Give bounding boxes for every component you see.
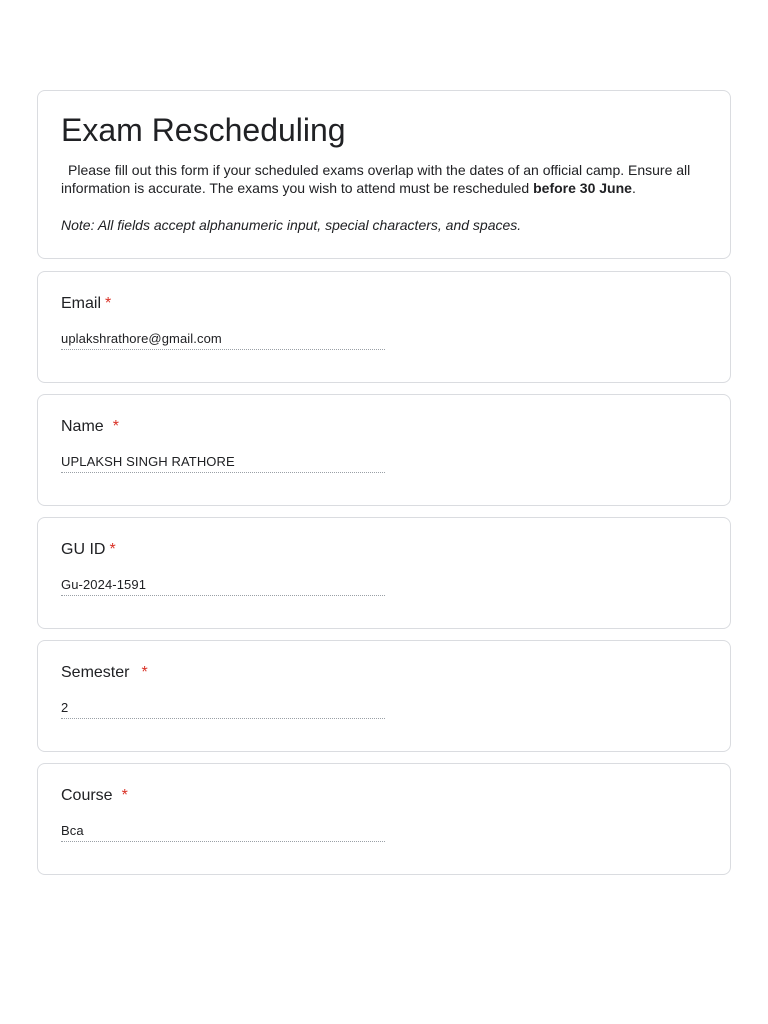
name-field[interactable]: UPLAKSH SINGH RATHORE	[61, 454, 385, 473]
form-description-text: Please fill out this form if your scheduled exams overlap with the dates of an official camp. Ensure all information is accurate. The exams you wish to attend must be rescheduled	[61, 162, 691, 196]
form-description-end: .	[631, 180, 636, 196]
question-course	[37, 763, 731, 875]
form-note: Note: All fields accept alphanumeric input, special characters, and spaces.	[61, 217, 522, 233]
question-label	[61, 294, 111, 314]
required-asterisk: *	[112, 418, 119, 435]
course-field[interactable]: Bca	[61, 823, 385, 842]
gu-id-label: GU ID	[61, 541, 106, 558]
form-header-card	[37, 90, 731, 259]
question-gu-id	[37, 517, 731, 629]
form-description-deadline: before 30 June	[533, 180, 632, 196]
semester-label: Semester	[61, 664, 130, 681]
name-label: Name	[61, 418, 104, 435]
required-asterisk: *	[105, 295, 112, 312]
email-label: Email	[61, 295, 102, 312]
form-description	[61, 161, 711, 197]
question-label	[61, 417, 119, 437]
email-field[interactable]: uplakshrathore@gmail.com	[61, 331, 385, 350]
question-email	[37, 271, 731, 383]
required-asterisk: *	[141, 664, 148, 681]
question-label	[61, 786, 128, 806]
question-semester	[37, 640, 731, 752]
course-label: Course	[61, 787, 113, 804]
question-name	[37, 394, 731, 506]
question-label	[61, 663, 148, 683]
question-label	[61, 540, 116, 560]
gu-id-field[interactable]: Gu-2024-1591	[61, 577, 385, 596]
semester-field[interactable]: 2	[61, 700, 385, 719]
required-asterisk: *	[121, 787, 128, 804]
required-asterisk: *	[109, 541, 116, 558]
form-title: Exam Rescheduling	[61, 112, 346, 148]
